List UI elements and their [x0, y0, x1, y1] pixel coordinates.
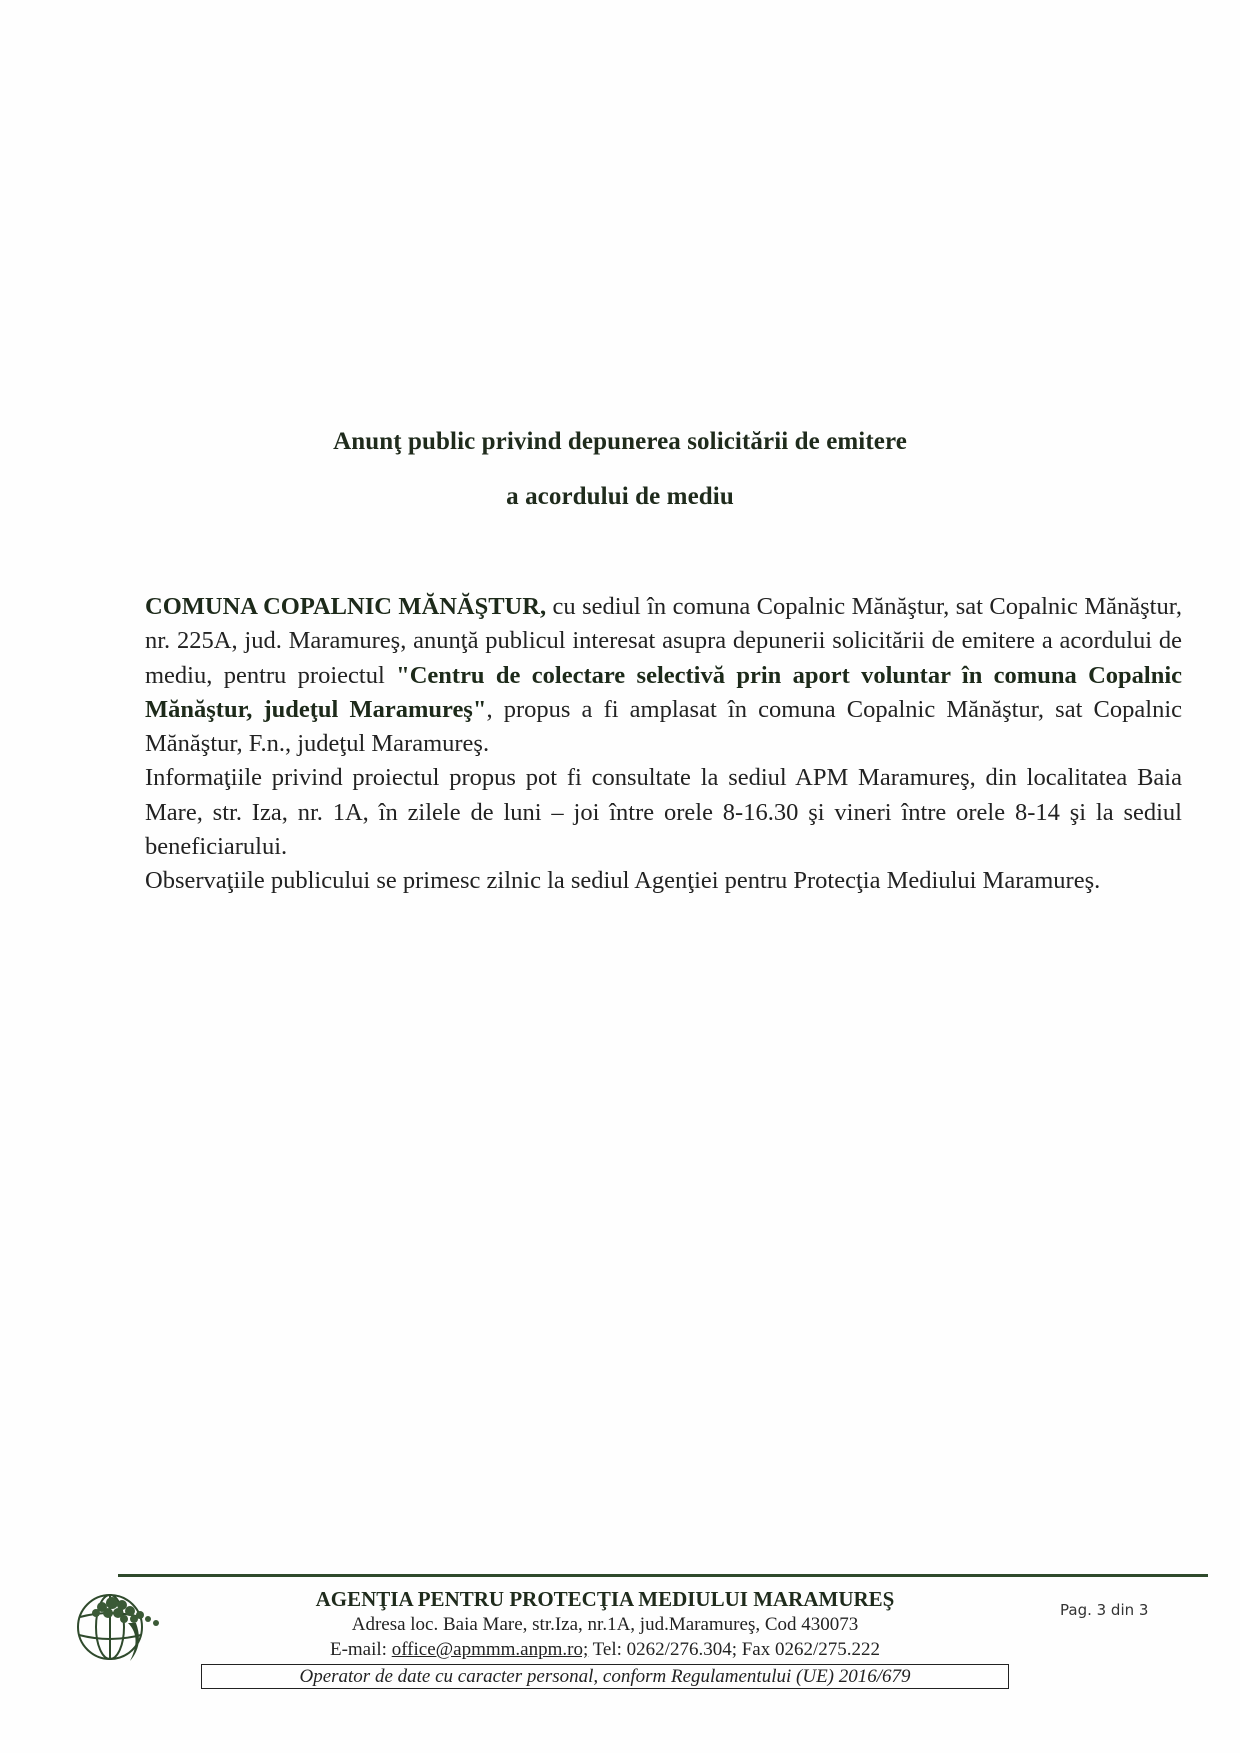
- email-link[interactable]: office@apmmm.anpm.ro;: [391, 1639, 589, 1660]
- paragraph-applicant: [145, 590, 1182, 761]
- paragraph1-text-b: , propus a fi amplasat în comuna Copalnic Mănăştur, sat Copalnic Mănăştur, F.n., judeţul Maramureş.: [145, 695, 1182, 758]
- agency-contact: [200, 1639, 1010, 1661]
- globe-tree-logo-icon: [72, 1583, 170, 1665]
- paragraph-info-location: Informaţiile privind proiectul propus pot fi consultate la sediul APM Maramureş, din localitatea Baia Mare, str. Iza, nr. 1A, în zilele de luni – joi între orele 8-16.30 şi vineri între orele 8-14 şi la sediul beneficiarului.: [145, 764, 1182, 861]
- paragraph1-text-a: cu sediul în comuna Copalnic Mănăştur, sat Copalnic Mănăştur, nr. 225A, jud. Maramureş, anunţă publicul interesat asupra depunerii solicitării de emitere a acordului de mediu, pentru proiectul: [145, 593, 1182, 689]
- page-number: Pag. 3 din 3: [1060, 1601, 1149, 1619]
- agency-address: Adresa loc. Baia Mare, str.Iza, nr.1A, jud.Maramureş, Cod 430073: [351, 1614, 859, 1635]
- notice-title-line1: Anunţ public privind depunerea solicitării de emitere: [333, 428, 907, 455]
- agency-name: AGENŢIA PENTRU PROTECŢIA MEDIULUI MARAMUREŞ: [315, 1587, 895, 1611]
- project-name: "Centru de colectare selectivă prin aport voluntar în comuna Copalnic Mănăştur, judeţul Maramureş": [145, 661, 1182, 723]
- email-label: E-mail:: [329, 1639, 392, 1660]
- notice-body: [145, 590, 1182, 899]
- paragraph-observations: Observaţiile publicului se primesc zilnic la sediul Agenţiei pentru Protecţia Mediului Maramureş.: [145, 867, 1101, 895]
- footer-divider: [118, 1574, 1208, 1577]
- applicant-name: COMUNA COPALNIC MĂNĂŞTUR,: [145, 593, 547, 620]
- gdpr-notice: Operator de date cu caracter personal, conform Regulamentului (UE) 2016/679: [201, 1664, 1009, 1689]
- notice-title-line2: a acordului de mediu: [506, 483, 734, 510]
- phone-fax: Tel: 0262/276.304; Fax 0262/275.222: [588, 1639, 881, 1660]
